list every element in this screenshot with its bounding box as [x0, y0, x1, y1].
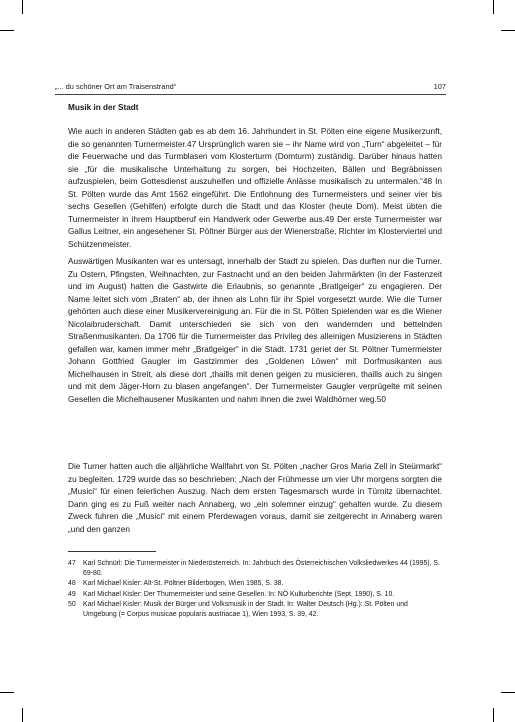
crop-mark [22, 0, 23, 14]
paragraph-3: Die Turner hatten auch die alljährliche Wallfahrt von St. Pölten „nacher Gros Maria Zell in Steürmarkt“ zu begleiten. 1729 wurde das so beschrieben: „Nach der Frühmesse um vier Uhr morgens sorgten die „Musici“ für einen feierlichen Auszug. Nach dem ersten Tagesmarsch wurde in Türnitz übernachtet. Dann ging es zu Fuß weiter nach Annaberg, wo „ein solemner einzug“ gehalten wurde. Zu diesem Zweck fuhren die „Musici“ mit einem Pferdewagen voraus, damit sie zeitgerecht in Annaberg waren „und den ganzen [68, 462, 442, 534]
footnote-number: 47 [68, 560, 76, 567]
footnote-number: 48 [68, 580, 76, 588]
footnote-number: 50 [68, 600, 76, 608]
running-title: „... du schöner Ort am Traisenstrand“ [55, 82, 177, 91]
crop-mark [501, 30, 515, 31]
crop-mark [501, 692, 515, 693]
crop-mark [493, 708, 494, 722]
header-rule [55, 94, 446, 95]
footnote [68, 579, 442, 589]
footnote-number: 49 [68, 590, 76, 598]
crop-mark [22, 708, 23, 722]
footnote [68, 559, 442, 579]
footnotes [68, 559, 442, 620]
running-header [55, 80, 446, 93]
crop-mark [0, 692, 14, 693]
footnote-rule [68, 551, 156, 552]
footnote-text: Karl Michael Kisler: Musik der Bürger und Volksmusik in der Stadt. In: Walter Deutsch (Hg.): St. Pölten und Umgebung (= Corpus musicae popularis austriacae 1), Wien 1993, S. 39, 42. [83, 600, 408, 619]
paragraph-2: Auswärtigen Musikanten war es untersagt, innerhalb der Stadt zu spielen. Das durften nur die Turner. Zu Ostern, Pfingsten, Weihnachten, zur Fastnacht und an den beiden Jahrmärkten (in der Fastenzeit und im August) hatten die Gastwirte die Erlaubnis, so genannte „Bratlgeiger“ zu engagieren. Der Name leitet sich vom „Braten“ ab, der ihnen als Lohn für ihr Spiel vorgesetzt wurde. Wie die Turner gehörten auch diese einer Musikervereinigung an. Für die in St. Pölten Spielenden war es die Wiener Nicolaibruderschaft. Damit unterschieden sie sich von den wandernden und bettelnden Straßenmusikanten. Da 1706 für die Turnermeister das Privileg des alleinigen Musizierens in Städten gefallen war, kamen immer mehr „Bratlgeiger“ in die Stadt. 1731 geriet der St. Pöltner Turnermeister Johann Gottfried Gaugler im Gastzimmer des „Goldenen Löwen“ mit Dorfmusikanten aus Michelhausen in Streit, als diese dort „thaills mit denen geigen zu musicieren, thaills auch zu singen und mit dem Jäger-Horn zu blasen angefangen“. Der Turnermeister Gaugler verprügelte mit seinen Gesellen die Michelhausener Musikanten und nahm ihnen die zwei Waldhörner weg.50 [68, 257, 442, 404]
footnote-text: Karl Schnürl: Die Turnermeister in Niederösterreich. In: Jahrbuch des Österreichischen Volksliedwerkes 44 (1995), S. 69-80. [83, 560, 440, 578]
section-title: Musik in der Stadt [68, 103, 139, 112]
crop-mark [493, 0, 494, 14]
paragraph-1: Wie auch in anderen Städten gab es ab dem 16. Jahrhundert in St. Pölten eine eigene Musikerzunft, die so genannten Turnermeister.47 Ursprünglich waren sie – ihr Name wird von „Turn“ abgeleitet – für die Feuerwache und das Turmblasen vom Klosterturm (Domturm) zuständig. Darüber hinaus hatten sie „für die musikalische Unterhaltung zu sorgen, bei Hochzeiten, Bällen und Begräbnissen aufzuspielen, beim Gottesdienst auszuhelfen und offizielle Anlässe musikalisch zu untermalen.“48 In St. Pölten wurde das Amt 1562 eingeführt. Die Entlohnung des Turnermeisters und seiner vier bis sechs Gesellen (Gehilfen) erfolgte durch die Stadt und das Kloster (heute Dom). Meist übten die Turnermeister in ihrem Hauptberuf ein Handwerk oder Gewerbe aus.49 Der erste Turnermeister war Gallus Leitner, ein angesehener St. Pöltner Bürger aus der Wienerstraße, Richter im Klosterviertel und Schützenmeister. [68, 127, 442, 249]
footnote-text: Karl Michael Kisler: Der Thurnermeister und seine Gesellen. In: NÖ Kulturberichte (Sept. 1990), S. 10. [83, 590, 395, 598]
footnote [68, 600, 442, 620]
page-number: 107 [433, 82, 446, 91]
crop-mark [0, 30, 14, 31]
footnote-text: Karl Michael Kisler: Alt-St. Pöltner Bilderbogen, Wien 1985, S. 38. [83, 580, 284, 588]
footnote [68, 590, 442, 600]
